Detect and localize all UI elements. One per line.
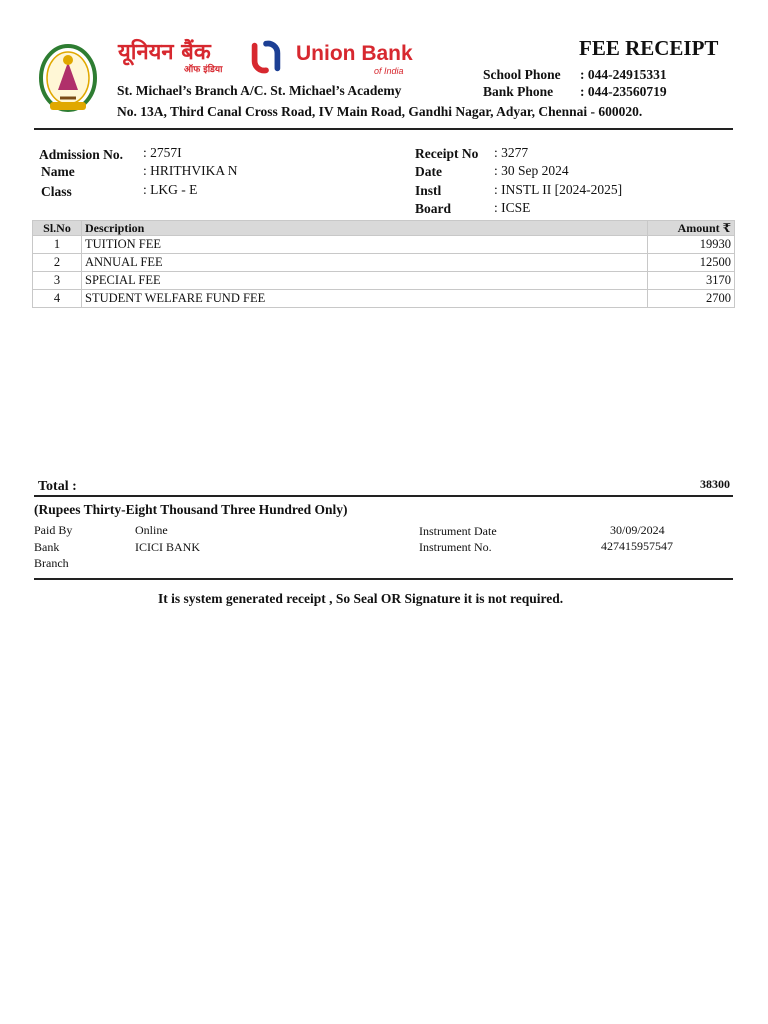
col-header-amount: Amount ₹ bbox=[648, 221, 735, 236]
table-row bbox=[33, 272, 735, 290]
table-row bbox=[33, 254, 735, 272]
footer-note: It is system generated receipt , So Seal OR Signature it is not required. bbox=[158, 591, 564, 606]
receipt-title: FEE RECEIPT bbox=[579, 36, 719, 60]
row-description: ANNUAL FEE bbox=[82, 254, 648, 272]
bank-name-hindi: यूनियन बैंक bbox=[118, 40, 211, 65]
instrument-date-label: Instrument Date bbox=[419, 524, 497, 538]
row-slno: 3 bbox=[33, 272, 82, 290]
bank-name: Union Bank bbox=[296, 42, 413, 65]
fee-table-header bbox=[33, 221, 735, 236]
row-amount: 12500 bbox=[648, 254, 735, 272]
name-value: : HRITHVIKA N bbox=[143, 163, 238, 178]
date-label: Date bbox=[415, 164, 442, 179]
row-amount: 2700 bbox=[648, 290, 735, 308]
instl-value: : INSTL II [2024-2025] bbox=[494, 182, 623, 197]
school-phone-label: School Phone bbox=[483, 67, 561, 82]
school-address: No. 13A, Third Canal Cross Road, IV Main Road, Gandhi Nagar, Adyar, Chennai - 600020. bbox=[117, 104, 643, 119]
table-row bbox=[33, 290, 735, 308]
instrument-no-value: 427415957547 bbox=[601, 539, 673, 553]
class-label: Class bbox=[41, 184, 72, 199]
instrument-date-value: 30/09/2024 bbox=[610, 523, 665, 537]
paid-by-label: Paid By bbox=[34, 523, 73, 537]
union-bank-logo bbox=[118, 36, 418, 82]
row-description: STUDENT WELFARE FUND FEE bbox=[82, 290, 648, 308]
bank-label: Bank bbox=[34, 540, 60, 554]
total-label: Total : bbox=[38, 479, 77, 494]
fee-table bbox=[32, 220, 735, 308]
row-amount: 3170 bbox=[648, 272, 735, 290]
branch-line: St. Michael’s Branch A/C. St. Michael’s Academy bbox=[117, 83, 402, 98]
receipt-no-label: Receipt No bbox=[415, 146, 479, 161]
board-label: Board bbox=[415, 201, 452, 216]
instl-label: Instl bbox=[415, 183, 442, 198]
total-divider bbox=[34, 495, 733, 497]
branch-label: Branch bbox=[34, 556, 69, 570]
total-in-words: (Rupees Thirty-Eight Thousand Three Hundred Only) bbox=[34, 502, 348, 517]
bank-phone-value: : 044-23560719 bbox=[580, 84, 667, 99]
receipt-no-value: : 3277 bbox=[494, 145, 529, 160]
col-header-slno: Sl.No bbox=[33, 221, 82, 236]
row-description: TUITION FEE bbox=[82, 236, 648, 254]
paid-by-value: Online bbox=[135, 523, 168, 537]
admission-value: : 2757I bbox=[143, 145, 182, 160]
total-value: 38300 bbox=[700, 477, 730, 491]
name-label: Name bbox=[41, 164, 75, 179]
col-header-description: Description bbox=[82, 221, 648, 236]
row-slno: 4 bbox=[33, 290, 82, 308]
row-slno: 2 bbox=[33, 254, 82, 272]
bank-value: ICICI BANK bbox=[135, 540, 200, 554]
board-value: : ICSE bbox=[494, 200, 531, 215]
table-row bbox=[33, 236, 735, 254]
admission-label: Admission No. bbox=[39, 147, 124, 162]
union-bank-emblem-icon bbox=[246, 38, 286, 76]
school-seal-logo bbox=[36, 40, 100, 114]
row-amount: 19930 bbox=[648, 236, 735, 254]
header-divider bbox=[34, 128, 733, 130]
payment-divider bbox=[34, 578, 733, 580]
bank-phone-label: Bank Phone bbox=[483, 84, 554, 99]
date-value: : 30 Sep 2024 bbox=[494, 163, 569, 178]
bank-subtitle-hindi: ऑफ इंडिया bbox=[184, 65, 223, 75]
instrument-no-label: Instrument No. bbox=[419, 540, 492, 554]
class-value: : LKG - E bbox=[143, 182, 198, 197]
row-slno: 1 bbox=[33, 236, 82, 254]
bank-subtitle: of India bbox=[374, 66, 404, 76]
school-phone-value: : 044-24915331 bbox=[580, 67, 667, 82]
row-description: SPECIAL FEE bbox=[82, 272, 648, 290]
